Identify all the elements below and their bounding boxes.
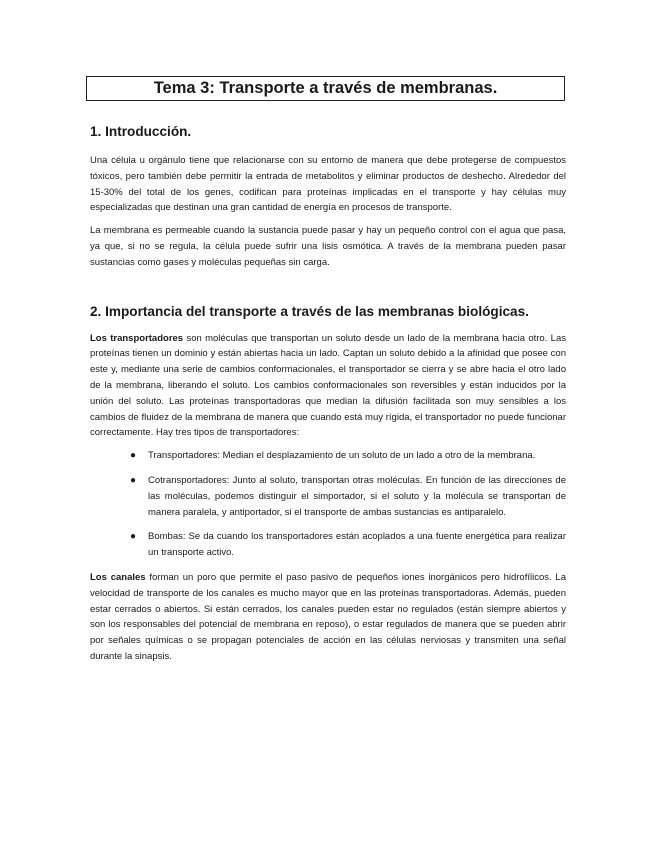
- document-content: [90, 124, 566, 665]
- paragraph-intro-2: La membrana es permeable cuando la sustancia puede pasar y hay un pequeño control con el agua que pasa, ya que, si no se regula, la célula puede sufrir una lisis osmótica. A través de la membrana pueden pasar sustancias como gases y moléculas pequeñas sin carga.: [90, 225, 566, 268]
- list-item: [90, 529, 566, 561]
- list-item-text: Transportadores: Median el desplazamiento de un soluto de un lado a otro de la membrana.: [148, 450, 536, 462]
- transporter-types-list: [90, 448, 566, 561]
- section-heading-introduccion: 1. Introducción.: [90, 124, 192, 139]
- paragraph-transportadores: [90, 331, 566, 442]
- list-item: [90, 448, 566, 464]
- paragraph-canales-text: forman un poro que permite el paso pasivo de pequeños iones inorgánicos pero hidrofílicos. La velocidad de transporte de los canales es mucho mayor que en las proteínas transportadoras. Además, pueden estar cerrados o abiertos. Si están cerrados, los canales pueden estar no regulados (están siempre abiertos y son los responsables del potencial de membrana en reposo), o estar regulados de manera que se pueden abrir por señales químicas o se propagan potenciales de acción en las células nerviosas y transmiten una señal durante la sinapsis.: [90, 571, 567, 662]
- list-item-text: Bombas: Se da cuando los transportadores están acoplados a una fuente energética para realizar un transporte activo.: [148, 531, 566, 559]
- list-item-text: Cotransportadores: Junto al soluto, transportan otras moléculas. En función de las direcciones de las moléculas, podemos distinguir el simportador, si el soluto y la molécula se transportan de manera paralela, y antiportador, si el transporte de ambas sustancias es antiparalelo.: [148, 474, 566, 518]
- bullet-icon: ●: [130, 531, 137, 543]
- term-transportadores: Los transportadores: [90, 332, 184, 344]
- paragraph-intro-1: Una célula u orgánulo tiene que relacionarse con su entorno de manera que debe protegerse de compuestos tóxicos, pero también debe permitir la entrada de metabolitos y eliminar productos de deshecho. Alrededor del 15-30% del total de los genes, codifican para proteínas implicadas en el transporte y hay células muy especializadas que destinan una gran cantidad de energía en procesos de transporte.: [90, 155, 566, 214]
- term-canales: Los canales: [90, 571, 146, 583]
- bullet-icon: ●: [130, 450, 137, 462]
- list-item: [90, 473, 566, 520]
- paragraph-canales: [90, 570, 566, 665]
- section-heading-importancia: 2. Importancia del transporte a través de las membranas biológicas.: [90, 303, 529, 319]
- bullet-icon: ●: [130, 474, 137, 486]
- page-title: Tema 3: Transporte a través de membranas.: [86, 76, 565, 101]
- paragraph-transportadores-text: son moléculas que transportan un soluto desde un lado de la membrana hacia otro. Las proteínas tienen un dominio y están abiertas hacia un lado. Captan un soluto debido a la afinidad que posee con este y, mediante una serie de cambios conformacionales, el transportador se cierra y se abre hacia el otro lado de la membrana, liberando el soluto. Los cambios conformacionales son reversibles y están inducidos por la unión del soluto. Las proteínas transportadoras que median la difusión facilitada son muy sensibles a los cambios de fluidez de la membrana de manera que cuando está muy rígida, el transportador no puede funcionar correctamente. Hay tres tipos de transportadores:: [90, 332, 566, 439]
